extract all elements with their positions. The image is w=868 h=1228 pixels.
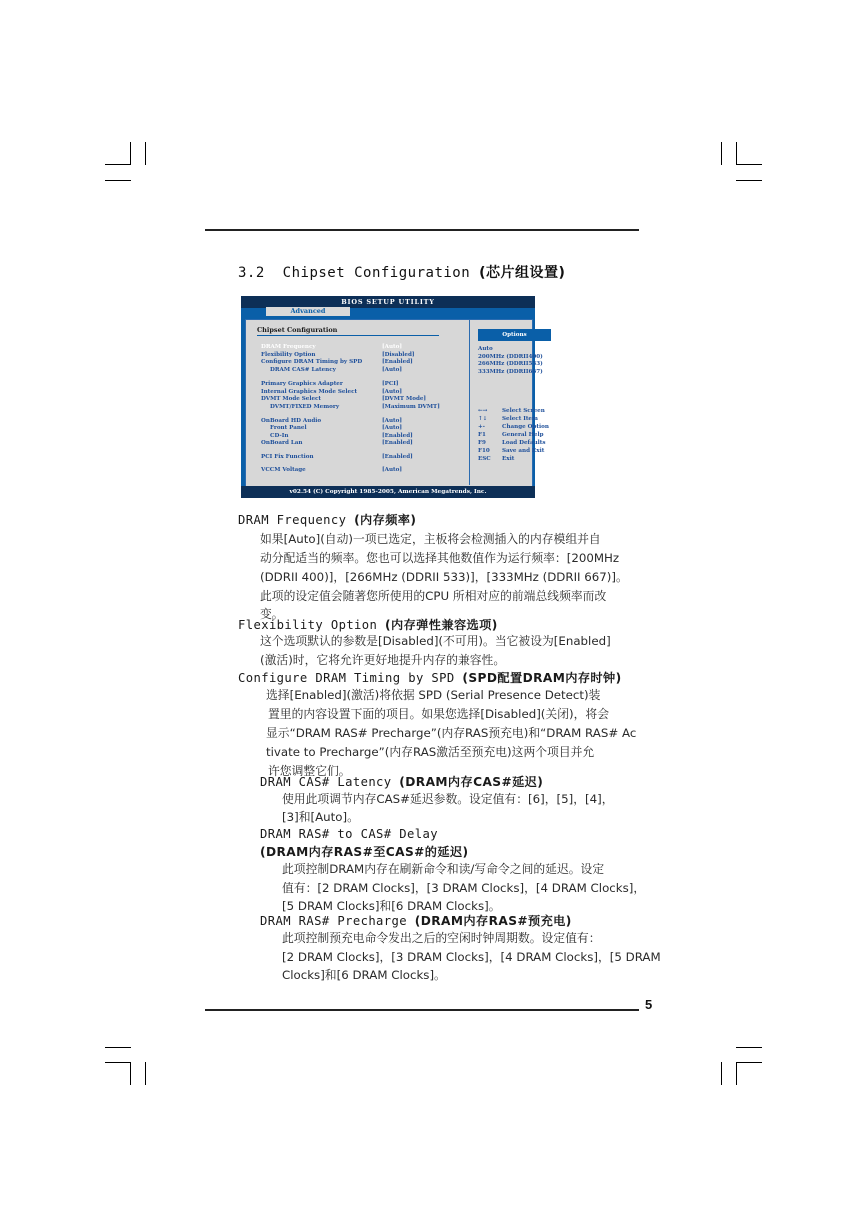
bios-key: ↑↓ [478,416,488,422]
bios-setting-value: [Auto] [382,344,403,350]
bios-setting-value: [Enabled] [382,359,413,365]
heading-zh: (DRAM内存RAS#至CAS#的延迟) [260,845,469,859]
bios-key-help-item [478,416,538,422]
tab-advanced[interactable]: Advanced [266,307,350,316]
bottom-rule [205,1009,639,1011]
bios-setting-label: Primary Graphics Adapter [261,381,343,387]
bios-key-help-item [478,448,544,454]
section-title [238,262,565,282]
bios-setting-value: [DVMT Mode] [382,396,427,402]
heading-zh: (DRAM内存CAS#延迟) [399,775,544,789]
bios-setting-value: [Enabled] [382,433,413,439]
paragraph-line: 变。 [260,607,284,621]
options-header: Options [478,329,551,341]
paragraph-line: 选择[Enabled](激活)将依据 SPD (Serial Presence Detect)装 [266,688,601,702]
heading-zh: (内存弹性兼容选项) [385,618,498,632]
paragraph-line: 许您调整它们。 [268,764,351,778]
item-heading [260,773,543,791]
bios-key: ←→ [478,408,488,414]
paragraph-line: 动分配适当的频率。您也可以选择其他数值作为运行频率：[200MHz [260,551,620,565]
bios-setting-value: [Auto] [382,367,403,373]
bios-key-desc: Change Option [502,424,549,430]
bios-setting-label: DVMT/FIXED Memory [270,404,340,410]
paragraph-line: 这个选项默认的参数是[Disabled](不可用)。当它被设为[Enabled] [260,634,611,648]
bios-key-desc: Save and Exit [502,448,545,454]
bios-option-item[interactable]: Auto [478,346,493,352]
paragraph-line: [3]和[Auto]。 [282,810,359,824]
heading-zh: (SPD配置DRAM内存时钟) [462,671,622,685]
bios-setting-label: Flexibility Option [261,352,316,358]
bios-key-desc: General Help [502,432,544,438]
paragraph-line: (激活)时，它将允许更好地提升内存的兼容性。 [260,653,506,667]
bios-footer: v02.54 (C) Copyright 1985-2005, American Megatrends, Inc. [241,486,535,498]
paragraph-line: (DDRII 400)]，[266MHz (DDRII 533)]，[333MHz (DDRII 667)]。 [260,570,628,584]
section-title-zh: (芯片组设置) [479,265,566,281]
bios-title-underline [257,335,439,336]
top-rule [205,229,639,231]
heading-zh: (DRAM内存RAS#预充电) [414,914,572,928]
paragraph-line: [5 DRAM Clocks]和[6 DRAM Clocks]。 [282,899,501,913]
section-number: 3.2 [238,265,265,281]
bios-key-help-item [478,456,514,462]
heading-en: Configure DRAM Timing by SPD [238,671,455,685]
bios-key: ESC [478,456,491,462]
section-title-text: Chipset Configuration [282,265,471,281]
bios-key-desc: Select Item [502,416,538,422]
paragraph-line: 此项控制DRAM内存在刷新命令和读/写命令之间的延迟。设定 [282,862,605,876]
item-heading [238,669,622,687]
bios-setting-value: [Enabled] [382,440,413,446]
bios-setting-label: CD-In [270,433,289,439]
heading-en: DRAM CAS# Latency [260,775,392,789]
bios-key-help-item [478,440,546,446]
bios-key: +- [478,424,486,430]
bios-setting-value: [Disabled] [382,352,415,358]
item-heading-zh [260,843,469,861]
bios-setting-label: Configure DRAM Timing by SPD [261,359,363,365]
bios-key-desc: Exit [502,456,515,462]
bios-key-help-item [478,408,545,414]
paragraph-line: 显示“DRAM RAS# Precharge”(内存RAS预充电)和“DRAM RAS# Ac [266,726,637,740]
bios-setting-value: [PCI] [382,381,399,387]
bios-key-help-item [478,432,544,438]
item-heading [260,912,572,930]
heading-en: DRAM RAS# Precharge [260,914,408,928]
bios-key-help-item [478,424,549,430]
bios-setting-label: VCCM Voltage [261,467,306,473]
paragraph-line: Clocks]和[6 DRAM Clocks]。 [282,968,446,982]
bios-setting-label: DRAM CAS# Latency [270,367,336,373]
bios-setting-value: [Auto] [382,418,403,424]
paragraph-line: 此项控制预充电命令发出之后的空闲时钟周期数。设定值有： [282,931,601,945]
bios-option-item[interactable]: 266MHz (DDRII533) [478,361,543,367]
bios-option-item[interactable]: 333MHz (DDRII667) [478,369,543,375]
bios-setting-label: PCI Fix Function [261,454,314,460]
paragraph-line: 使用此项调节内存CAS#延迟参数。设定值有：[6]，[5]，[4]， [282,792,614,806]
bios-setting-value: [Auto] [382,389,403,395]
bios-setting-value: [Maximum DVMT] [382,404,440,410]
bios-key-desc: Load Defaults [502,440,546,446]
bios-setting-value: [Auto] [382,425,403,431]
bios-setting-label: DRAM Frequency [261,344,316,350]
paragraph-line: 如果[Auto](自动)一项已选定，主板将会检测插入的内存模组并自 [260,532,601,546]
bios-setting-label: DVMT Mode Select [261,396,322,402]
bios-panel-title: Chipset Configuration [257,326,338,334]
item-heading: DRAM RAS# to CAS# Delay [260,827,438,841]
bios-option-item[interactable]: 200MHz (DDRII400) [478,354,543,360]
bios-setting-label: OnBoard Lan [261,440,303,446]
heading-zh: (内存频率) [354,513,417,527]
paragraph-line: 置里的内容设置下面的项目。如果您选择[Disabled](关闭)，将会 [268,707,609,721]
bios-setting-label: OnBoard HD Audio [261,418,322,424]
bios-key: F10 [478,448,490,454]
bios-screenshot [241,296,549,498]
paragraph-line: 值有：[2 DRAM Clocks]，[3 DRAM Clocks]，[4 DRAM Clocks]， [282,881,646,895]
bios-key: F1 [478,432,486,438]
heading-en: DRAM Frequency [238,513,347,527]
bios-setting-label: Internal Graphics Mode Select [261,389,358,395]
bios-panel-divider [469,319,470,485]
item-heading [238,511,416,529]
paragraph-line: 此项的设定值会随著您所使用的CPU 所相对应的前端总线频率而改 [260,589,607,603]
page-number: 5 [645,997,653,1012]
bios-key: F9 [478,440,486,446]
bios-setting-value: [Enabled] [382,454,413,460]
paragraph-line: tivate to Precharge”(内存RAS激活至预充电)这两个项目并允 [266,745,595,759]
bios-key-desc: Select Screen [502,408,545,414]
paragraph-line: [2 DRAM Clocks]，[3 DRAM Clocks]，[4 DRAM Clocks]，[5 DRAM [282,950,661,964]
bios-setting-label: Front Panel [270,425,307,431]
bios-setting-value: [Auto] [382,467,403,473]
bios-header: BIOS SETUP UTILITY [241,296,535,308]
heading-en: Flexibility Option [238,618,378,632]
